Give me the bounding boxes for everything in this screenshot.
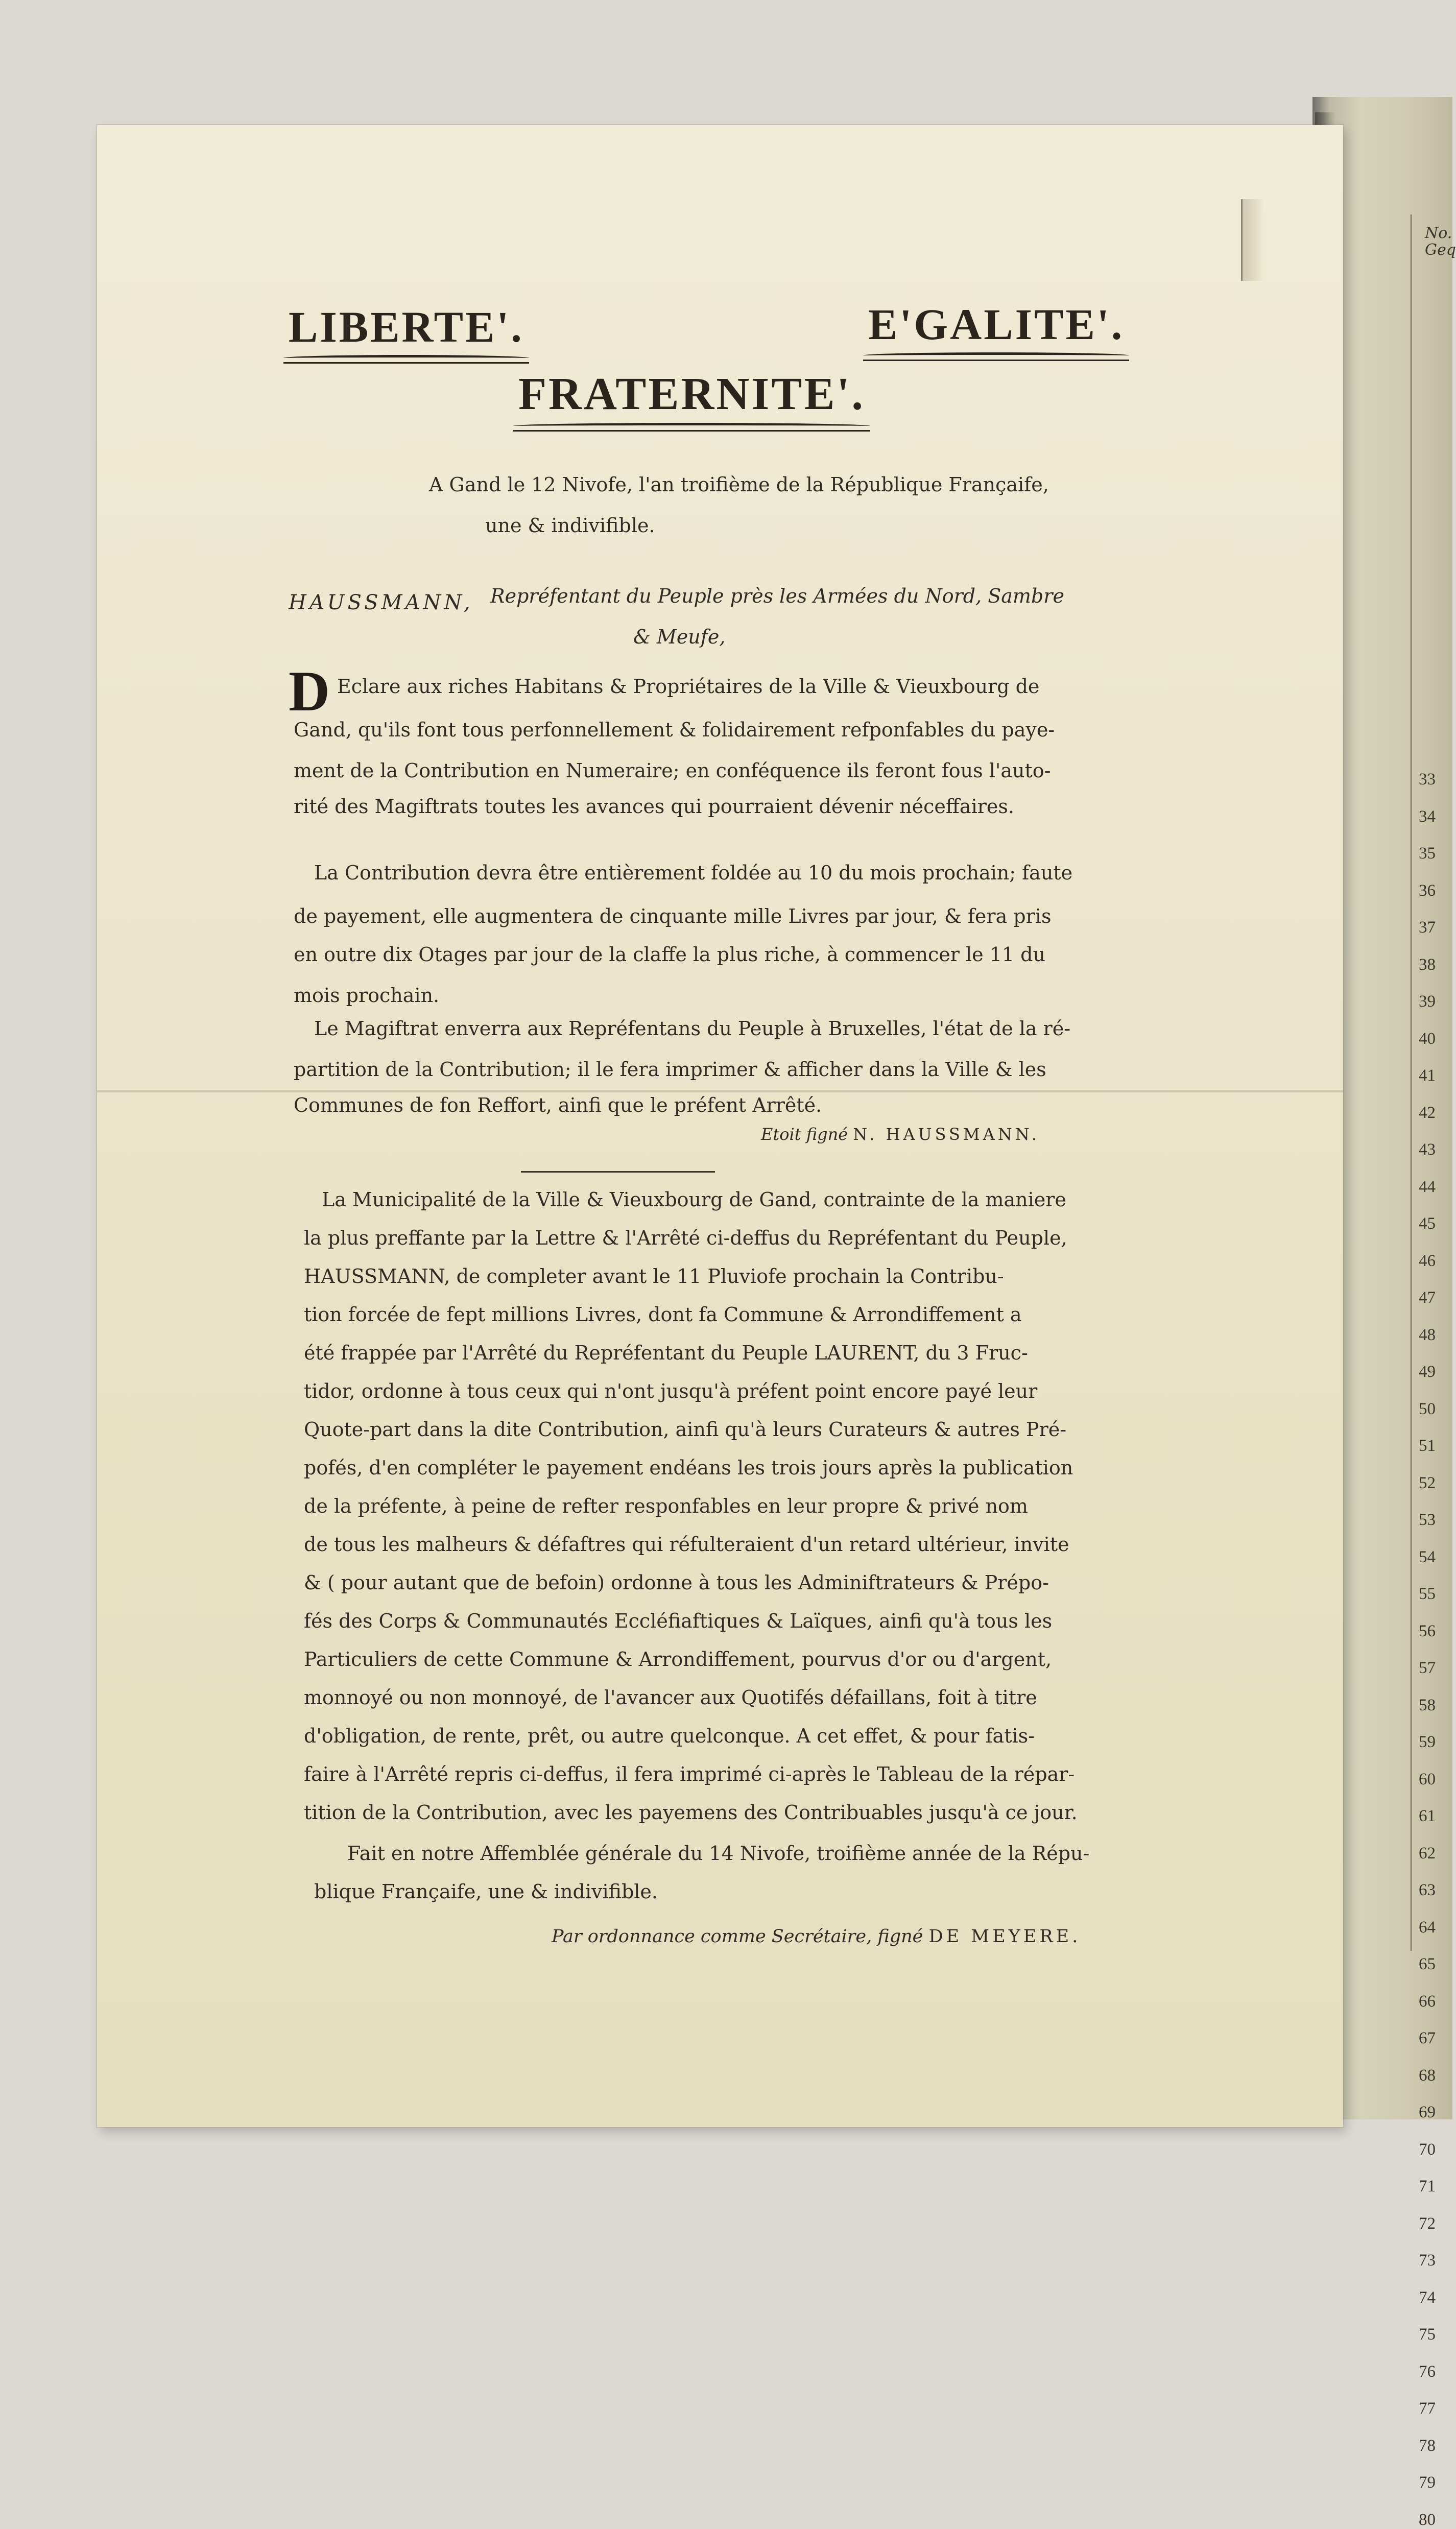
para1-line: Gand, qu'ils font tous perfonnellement & folidairement refponfables du paye-	[294, 719, 1055, 741]
para4-line: tition de la Contribution, avec les payemens des Contribuables jusqu'à ce jour.	[304, 1801, 1078, 1824]
right-page-row-number: 78	[1419, 2436, 1436, 2455]
right-page-row-number: 54	[1419, 1547, 1436, 1566]
right-page-row-number: 41	[1419, 1066, 1436, 1085]
signature2	[552, 1928, 1081, 1946]
para3-line: partition de la Contribution; il le fera imprimer & afficher dans la Ville & les	[294, 1058, 1046, 1081]
right-page-row-number: 61	[1419, 1807, 1436, 1825]
right-page-row-number: 37	[1419, 918, 1436, 937]
para1-line: rité des Magiftrats toutes les avances qui pourraient dévenir néceffaires.	[294, 795, 1014, 818]
right-page-row-number: 77	[1419, 2399, 1436, 2418]
motto-underline	[513, 423, 870, 432]
right-page-row-number: 51	[1419, 1437, 1436, 1455]
right-page-row-number: 35	[1419, 844, 1436, 863]
column-rule	[1411, 214, 1412, 1951]
para2-line: mois prochain.	[294, 984, 440, 1007]
right-page-row-number: 36	[1419, 881, 1436, 900]
para1-line: Eclare aux riches Habitans & Propriétaires de la Ville & Vieuxbourg de	[337, 675, 1040, 698]
para2-line: en outre dix Otages par jour de la claffe la plus riche, à commencer le 11 du	[294, 943, 1045, 966]
right-page-row-number: 65	[1419, 1955, 1436, 1973]
right-page-row-number: 75	[1419, 2325, 1436, 2344]
right-page-row-number: 44	[1419, 1177, 1436, 1196]
motto-fraternite-text: FRATERNITE'.	[518, 369, 865, 419]
right-page-row-number: 72	[1419, 2214, 1436, 2233]
section-separator	[521, 1171, 715, 1173]
para4-line: & ( pour autant que de befoin) ordonne à tous les Adminiftrateurs & Prépo-	[304, 1571, 1049, 1594]
right-page-row-number: 66	[1419, 1992, 1436, 2011]
para4-line: tion forcée de fept millions Livres, dont fa Commune & Arrondiffement a	[304, 1303, 1022, 1326]
right-page-row-number: 48	[1419, 1325, 1436, 1344]
right-page-row-number: 49	[1419, 1363, 1436, 1381]
representative-name: HAUSSMANN,	[289, 591, 473, 614]
motto-fraternite	[518, 368, 865, 420]
right-page-row-number: 45	[1419, 1214, 1436, 1233]
right-page-row-number: 67	[1419, 2029, 1436, 2047]
right-page-row-number: 43	[1419, 1140, 1436, 1159]
right-page-row-number: 53	[1419, 1511, 1436, 1529]
para4-line: été frappée par l'Arrêté du Repréfentant du Peuple LAURENT, du 3 Fruc-	[304, 1342, 1028, 1364]
para4-line: de tous les malheurs & défaftres qui réfulteraient d'un retard ultérieur, invite	[304, 1533, 1069, 1556]
right-page-row-number: 47	[1419, 1289, 1436, 1307]
signature1-name: N. HAUSSMANN.	[853, 1125, 1040, 1144]
right-header-line2: Geq	[1425, 241, 1456, 259]
para4-line: La Municipalité de la Ville & Vieuxbourg de Gand, contrainte de la maniere	[322, 1188, 1066, 1211]
right-page-row-number: 58	[1419, 1696, 1436, 1714]
signature1	[761, 1126, 1040, 1142]
para4-line: faire à l'Arrêté repris ci-deffus, il fera imprimé ci-après le Tableau de la répar-	[304, 1763, 1075, 1785]
right-page-row-number: 38	[1419, 955, 1436, 974]
right-page-number-column	[1410, 214, 1452, 2529]
motto-underline	[863, 352, 1129, 361]
motto-egalite-text: E'GALITE'.	[868, 300, 1125, 349]
para4-line: Particuliers de cette Commune & Arrondiffement, pourvus d'or ou d'argent,	[304, 1648, 1052, 1671]
right-page-row-number: 69	[1419, 2103, 1436, 2121]
para4-line: Quote-part dans la dite Contribution, ainfi qu'à leurs Curateurs & autres Pré-	[304, 1418, 1067, 1441]
dateline-line1: A Gand le 12 Nivofe, l'an troifième de la République Françaife,	[429, 473, 1049, 496]
motto-liberte	[289, 301, 524, 352]
right-page-row-number: 56	[1419, 1621, 1436, 1640]
signature2-prefix: Par ordonnance comme Secrétaire, figné	[552, 1926, 923, 1947]
para1-line: ment de la Contribution en Numeraire; en conféquence ils feront fous l'auto-	[294, 759, 1051, 782]
motto-underline	[283, 355, 529, 364]
representative-title-1: Repréfentant du Peuple près les Armées du Nord, Sambre	[490, 585, 1064, 607]
right-page-row-number: 52	[1419, 1473, 1436, 1492]
para4-line: fés des Corps & Communautés Eccléfiaftiques & Laïques, ainfi qu'à tous les	[304, 1610, 1053, 1632]
right-page-row-number: 70	[1419, 2140, 1436, 2159]
para3-line: Communes de fon Reffort, ainfi que le préfent Arrêté.	[294, 1094, 822, 1116]
para4-line: HAUSSMANN, de completer avant le 11 Pluviofe prochain la Contribu-	[304, 1265, 1004, 1287]
para3-line: Le Magiftrat enverra aux Repréfentans du Peuple à Bruxelles, l'état de la ré-	[314, 1017, 1071, 1040]
right-page-row-number: 74	[1419, 2288, 1436, 2307]
para5-line: Fait en notre Affemblée générale du 14 Nivofe, troifième année de la Répu-	[347, 1842, 1090, 1865]
right-page-row-number: 59	[1419, 1733, 1436, 1751]
signature1-prefix: Etoit figné	[761, 1125, 848, 1144]
right-page-row-number: 80	[1419, 2510, 1436, 2529]
signature2-name: DE MEYERE.	[928, 1926, 1081, 1947]
page-tear	[1241, 199, 1263, 281]
right-page-row-number: 60	[1419, 1770, 1436, 1788]
right-page-row-number: 42	[1419, 1103, 1436, 1122]
right-page-row-number: 76	[1419, 2362, 1436, 2381]
para4-line: monnoyé ou non monnoyé, de l'avancer aux Quotifés défaillans, foit à titre	[304, 1686, 1037, 1709]
right-page-row-number: 40	[1419, 1029, 1436, 1048]
para4-line: tidor, ordonne à tous ceux qui n'ont jusqu'à préfent point encore payé leur	[304, 1380, 1038, 1402]
right-page-row-number: 71	[1419, 2177, 1436, 2196]
para4-line: d'obligation, de rente, prêt, ou autre quelconque. A cet effet, & pour fatis-	[304, 1725, 1035, 1747]
para2-line: La Contribution devra être entièrement foldée au 10 du mois prochain; faute	[314, 862, 1073, 884]
motto-liberte-text: LIBERTE'.	[289, 302, 524, 351]
right-page-row-number: 79	[1419, 2473, 1436, 2492]
representative-title-2: & Meufe,	[633, 626, 726, 648]
right-page-row-number: 55	[1419, 1585, 1436, 1603]
right-page-row-number: 39	[1419, 992, 1436, 1011]
para4-line: de la préfente, à peine de refter responfables en leur propre & privé nom	[304, 1495, 1028, 1517]
right-page-row-number: 46	[1419, 1251, 1436, 1270]
para2-line: de payement, elle augmentera de cinquante mille Livres par jour, & fera pris	[294, 905, 1052, 927]
motto-egalite	[868, 299, 1124, 350]
right-page-row-number: 34	[1419, 807, 1436, 826]
right-page-row-number: 63	[1419, 1881, 1436, 1899]
drop-cap: D	[289, 660, 330, 723]
right-header-line1: No.	[1425, 224, 1452, 242]
right-page-row-number: 33	[1419, 770, 1436, 789]
page-fold-line	[97, 1090, 1343, 1092]
para5-line: blique Françaife, une & indivifible.	[314, 1880, 658, 1903]
right-page-row-number: 62	[1419, 1844, 1436, 1863]
right-page-row-number: 57	[1419, 1659, 1436, 1677]
right-page-row-number: 68	[1419, 2066, 1436, 2085]
dateline-line2: une & indivifible.	[485, 514, 655, 537]
right-page-row-number: 73	[1419, 2251, 1436, 2270]
right-page-row-number: 64	[1419, 1918, 1436, 1937]
para4-line: la plus preffante par la Lettre & l'Arrêté ci-deffus du Repréfentant du Peuple,	[304, 1227, 1067, 1249]
para4-line: pofés, d'en compléter le payement endéans les trois jours après la publication	[304, 1457, 1073, 1479]
right-page-row-number: 50	[1419, 1399, 1436, 1418]
